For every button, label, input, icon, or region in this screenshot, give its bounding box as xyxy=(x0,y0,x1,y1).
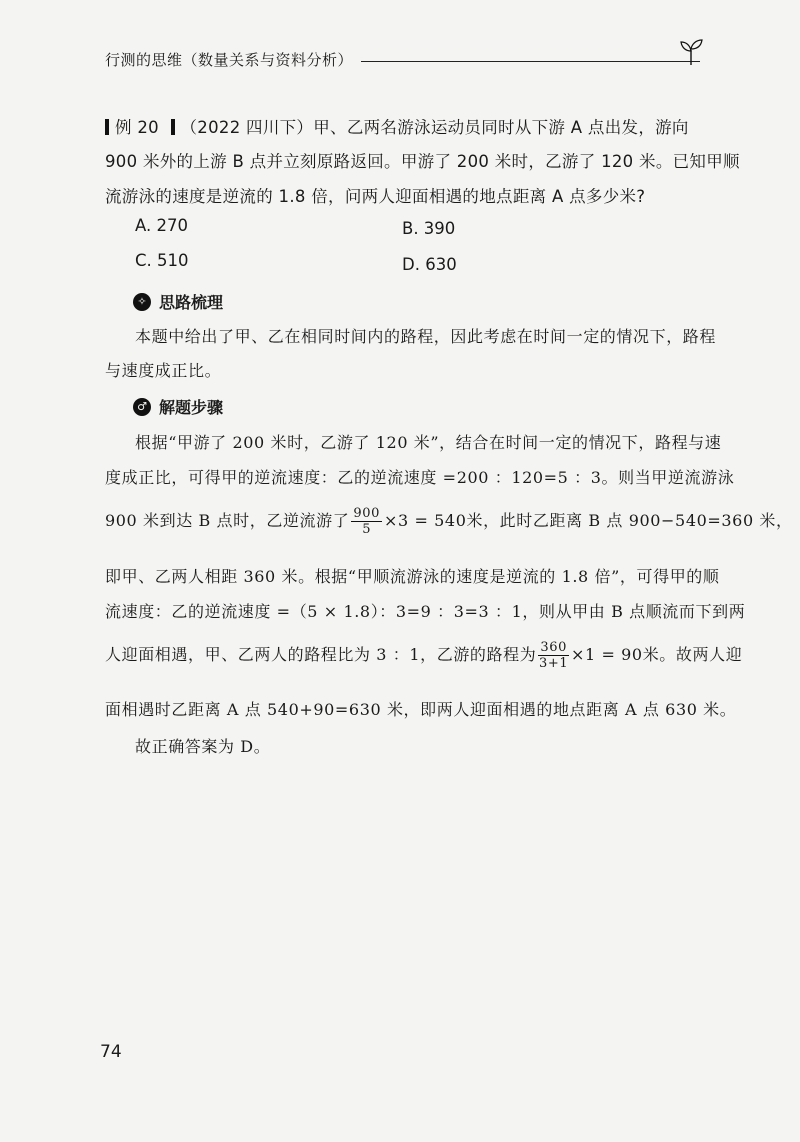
steps-icon: ♂ xyxy=(133,398,151,416)
section1-title: 思路梳理 xyxy=(159,293,224,312)
option-c: C. 510 xyxy=(135,251,189,270)
option-b: B. 390 xyxy=(402,219,456,238)
section2-line-4: 即甲、乙两人相距 360 米。根据“甲顺流游泳的速度是逆流的 1.8 倍”，可得甲的顺 xyxy=(105,567,720,586)
fraction-900-over-5 xyxy=(351,506,382,537)
compass-icon: ✧ xyxy=(133,293,151,311)
question-line-2: 900 米外的上游 B 点并立刻原路返回。甲游了 200 米时，乙游了 120 米。已知甲顺 xyxy=(105,152,740,171)
section-heading-thinking xyxy=(133,290,223,313)
section2-line-2: 度成正比，可得甲的逆流速度：乙的逆流速度 =200 ：120=5 ：3。则当甲逆流游泳 xyxy=(105,468,735,487)
option-d: D. 630 xyxy=(402,255,457,274)
section2-line-1: 根据“甲游了 200 米时，乙游了 120 米”，结合在时间一定的情况下，路程与速 xyxy=(135,433,722,452)
section-heading-steps xyxy=(133,395,223,418)
header-title: 行测的思维（数量关系与资料分析） xyxy=(105,50,354,69)
fraction-360-over-4 xyxy=(538,640,569,671)
section1-line-1: 本题中给出了甲、乙在相同时间内的路程，因此考虑在时间一定的情况下，路程 xyxy=(135,327,717,346)
fraction1-numerator: 900 xyxy=(353,506,380,521)
section2-line-5: 流速度：乙的逆流速度 =（5 × 1.8）：3=9 ：3=3 ：1，则从甲由 B 点顺流而下到两 xyxy=(105,602,746,621)
header-rule xyxy=(361,61,700,62)
fraction2-numerator: 360 xyxy=(540,640,567,655)
label-bar-right xyxy=(171,119,175,135)
question-line-1 xyxy=(105,114,689,138)
section2-line-3b: ×3 = 540米，此时乙距离 B 点 900−540=360 米， xyxy=(383,511,793,530)
answer-line: 故正确答案为 D。 xyxy=(135,737,271,756)
label-bar-left xyxy=(105,119,109,135)
section2-line-6a: 人迎面相遇，甲、乙两人的路程比为 3 ：1，乙游的路程为 xyxy=(105,645,537,664)
section2-line-3 xyxy=(105,506,793,537)
sprout-icon xyxy=(678,36,704,66)
section2-line-6 xyxy=(105,640,742,671)
section2-line-3a: 900 米到达 B 点时，乙逆流游了 xyxy=(105,511,350,530)
section1-line-2: 与速度成正比。 xyxy=(105,361,222,380)
page-number: 74 xyxy=(100,1042,122,1062)
section2-line-6b: ×1 = 90米。故两人迎 xyxy=(570,645,743,664)
question-line-3: 流游泳的速度是逆流的 1.8 倍，问两人迎面相遇的地点距离 A 点多少米? xyxy=(105,187,646,206)
option-a: A. 270 xyxy=(135,216,188,235)
question-label: 例 20 xyxy=(115,118,159,137)
running-header xyxy=(105,46,700,72)
section2-title: 解题步骤 xyxy=(159,398,224,417)
fraction1-denominator: 5 xyxy=(362,522,372,537)
section2-line-7: 面相遇时乙距离 A 点 540+90=630 米，即两人迎面相遇的地点距离 A 点 630 米。 xyxy=(105,700,737,719)
question-text-1: （2022 四川下）甲、乙两名游泳运动员同时从下游 A 点出发，游向 xyxy=(180,118,689,137)
fraction2-denominator: 3+1 xyxy=(539,656,569,671)
